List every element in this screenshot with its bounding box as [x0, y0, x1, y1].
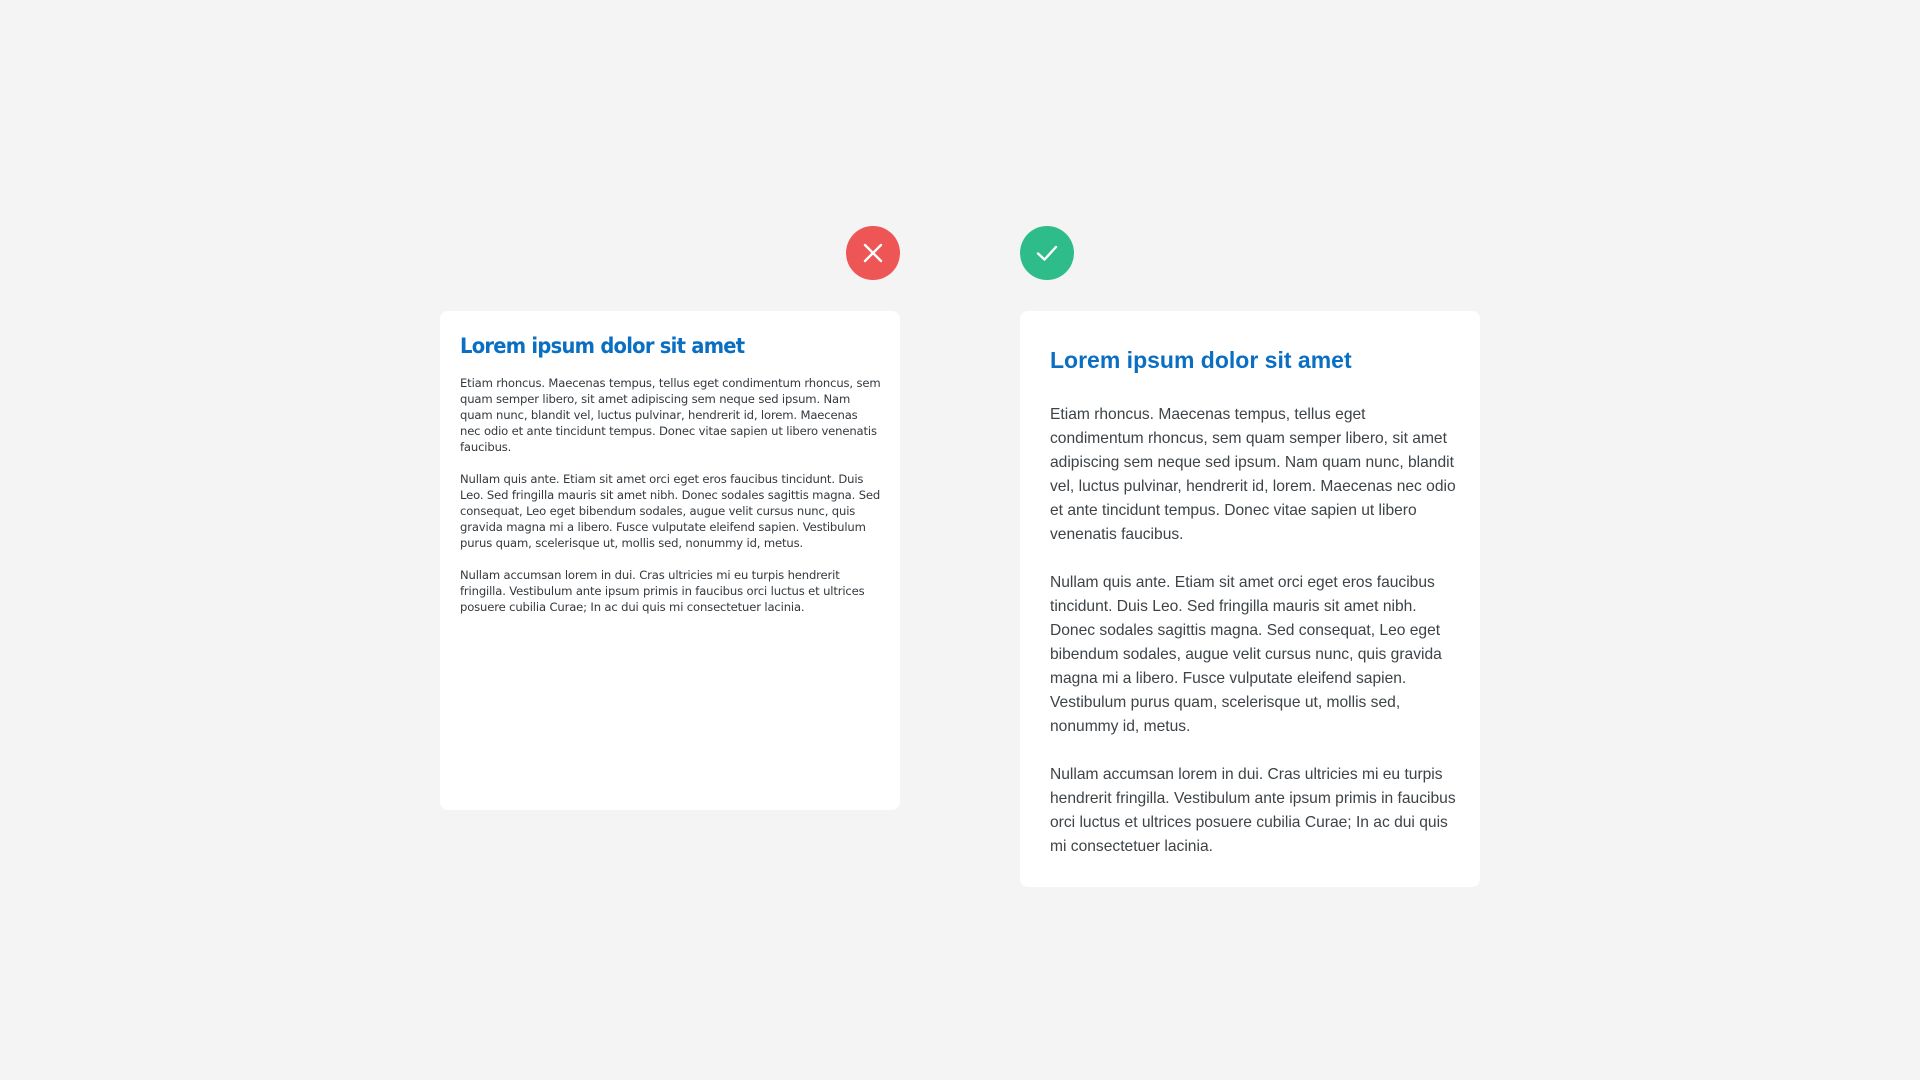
incorrect-example-paragraph: Nullam accumsan lorem in dui. Cras ultricies mi eu turpis hendrerit fringilla. Vestibulum ante ipsum primis in faucibus orci luctus et ultrices posuere cubilia Curae; In ac dui quis mi consectetuer lacinia.	[460, 568, 865, 614]
correct-example-card	[1020, 311, 1480, 887]
correct-example-paragraph: Etiam rhoncus. Maecenas tempus, tellus eget condimentum rhoncus, sem quam semper libero, sit amet adipiscing sem neque sed ipsum. Nam quam nunc, blandit vel, luctus pulvinar, hendrerit id, lorem. Maecenas nec odio et ante tincidunt tempus. Donec vitae sapien ut libero venenatis faucibus.	[1050, 406, 1456, 543]
correct-badge	[1020, 226, 1074, 280]
correct-example-paragraph: Nullam quis ante. Etiam sit amet orci eget eros faucibus tincidunt. Duis Leo. Sed fringilla mauris sit amet nibh. Donec sodales sagittis magna. Sed consequat, Leo eget bibendum sodales, augue velit cursus nunc, quis gravida magna mi a libero. Fusce vulputate eleifend sapien. Vestibulum purus quam, scelerisque ut, mollis sed, nonummy id, metus.	[1050, 574, 1442, 735]
correct-example-title: Lorem ipsum dolor sit amet	[1050, 347, 1352, 373]
close-icon-mark	[865, 245, 881, 261]
incorrect-example-paragraph: Etiam rhoncus. Maecenas tempus, tellus eget condimentum rhoncus, sem quam semper libero, sit amet adipiscing sem neque sed ipsum. Nam quam nunc, blandit vel, luctus pulvinar, hendrerit id, lorem. Maecenas nec odio et ante tincidunt tempus. Donec vitae sapien ut libero venenatis faucibus.	[460, 376, 881, 454]
correct-example-paragraph: Nullam accumsan lorem in dui. Cras ultricies mi eu turpis hendrerit fringilla. Vestibulum ante ipsum primis in faucibus orci luctus et ultrices posuere cubilia Curae; In ac dui quis mi consectetuer lacinia.	[1050, 766, 1456, 855]
close-icon	[859, 239, 887, 267]
incorrect-badge	[846, 226, 900, 280]
check-icon	[1033, 239, 1061, 267]
incorrect-example-paragraph: Nullam quis ante. Etiam sit amet orci eget eros faucibus tincidunt. Duis Leo. Sed fringilla mauris sit amet nibh. Donec sodales sagittis magna. Sed consequat, Leo eget bibendum sodales, augue velit cursus nunc, quis gravida magna mi a libero. Fusce vulputate eleifend sapien. Vestibulum purus quam, scelerisque ut, mollis sed, nonummy id, metus.	[460, 472, 881, 550]
incorrect-example-card	[440, 311, 900, 810]
check-icon-mark	[1038, 247, 1056, 260]
incorrect-example-title: Lorem ipsum dolor sit amet	[460, 334, 745, 358]
